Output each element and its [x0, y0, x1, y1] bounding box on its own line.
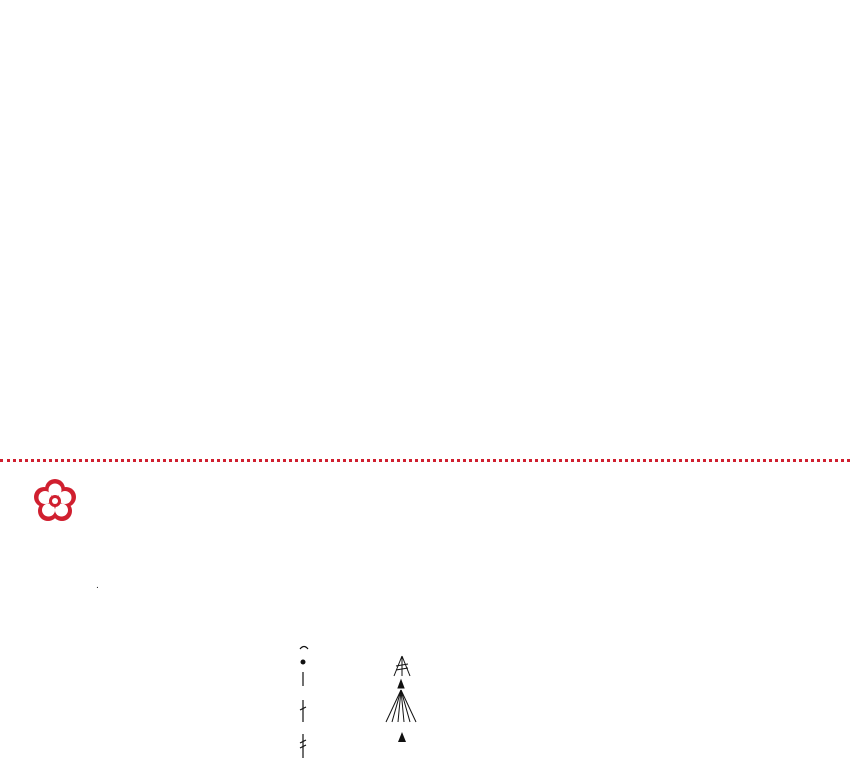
cluster3-symbol	[394, 656, 410, 676]
sl-st-symbol	[300, 647, 308, 650]
dc-symbol	[300, 700, 306, 722]
materials-list: .	[96, 580, 99, 591]
article-flower-icon	[32, 478, 78, 524]
tr-symbol	[300, 734, 306, 758]
section-divider	[0, 459, 850, 462]
picot-symbol	[398, 732, 406, 742]
cluster6-symbol	[386, 680, 416, 722]
ch-symbol	[301, 660, 306, 665]
